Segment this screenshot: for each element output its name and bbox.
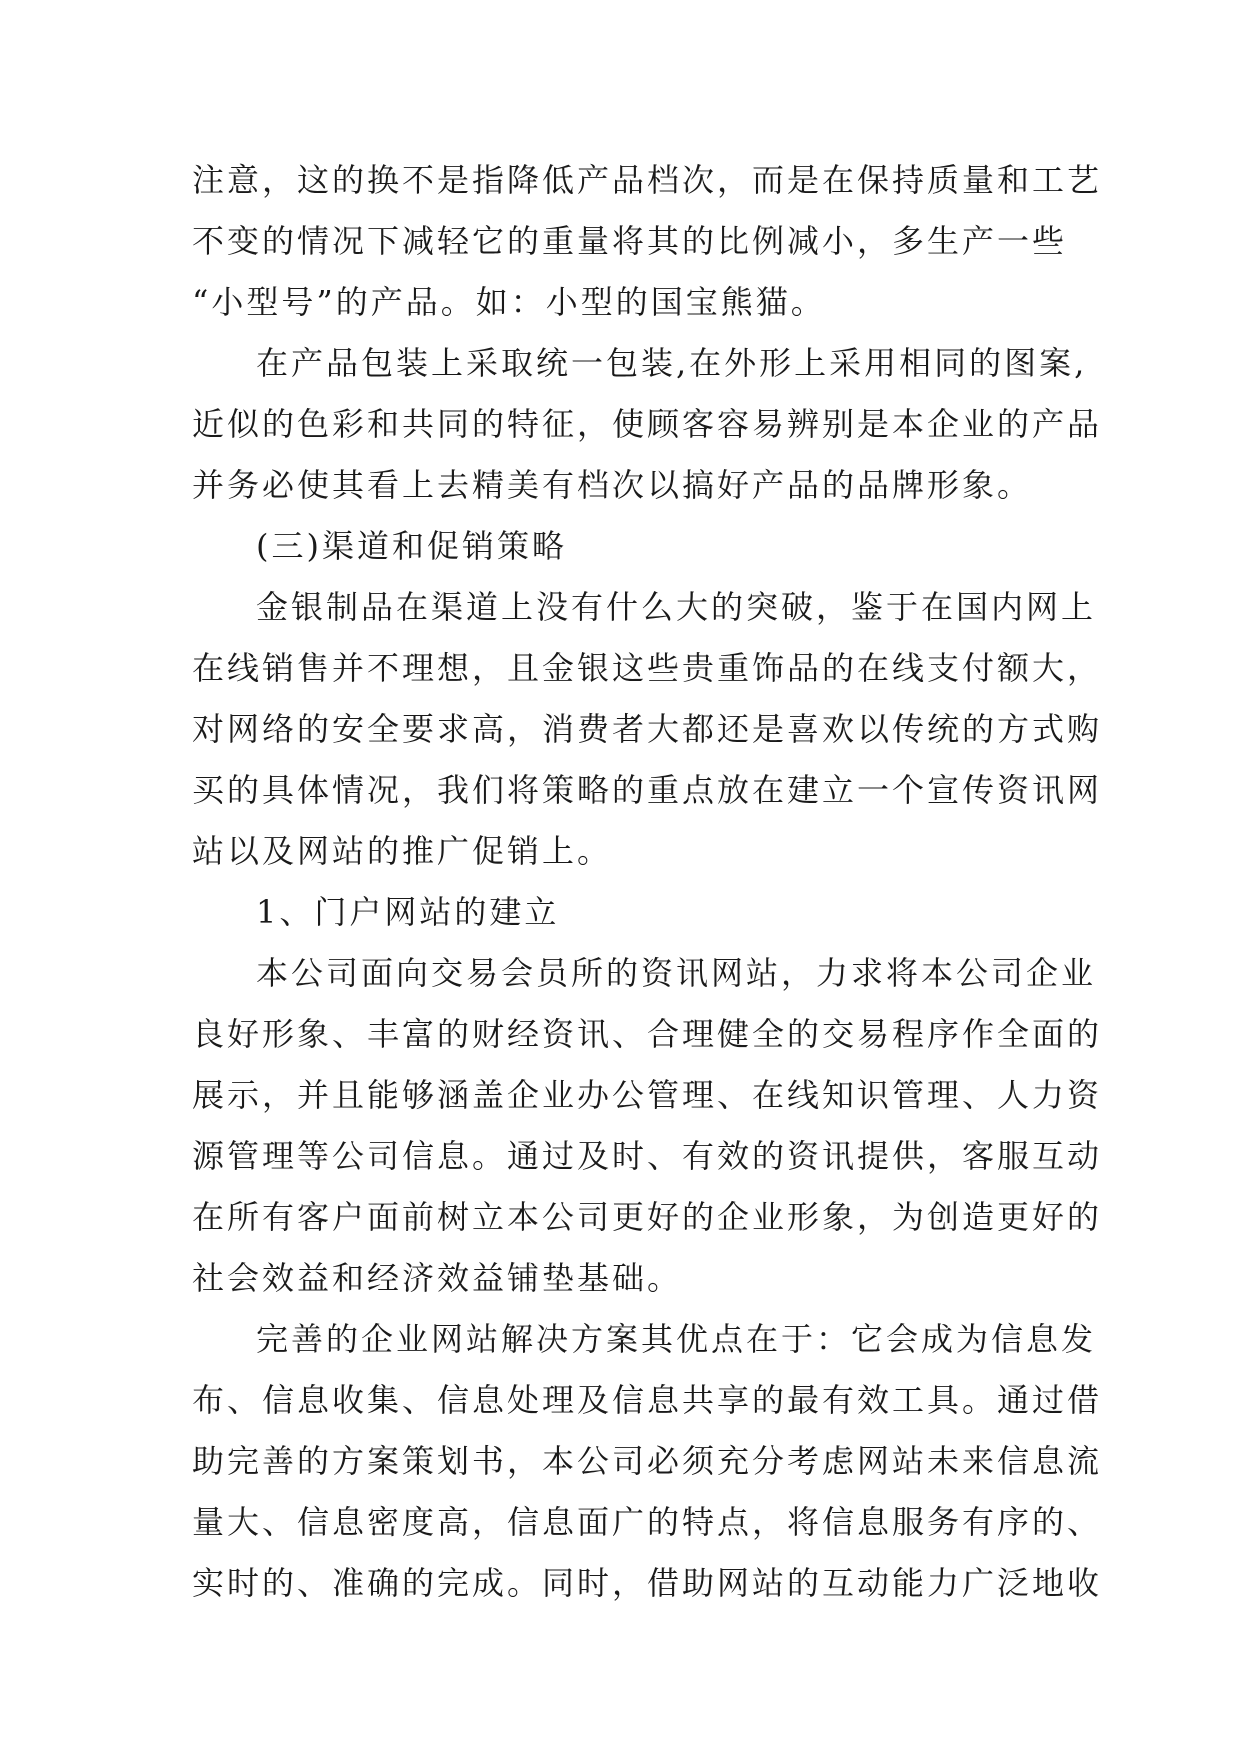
document-body <box>192 150 1103 1614</box>
text-line: 在线销售并不理想，且金银这些贵重饰品的在线支付额大， <box>192 649 1103 687</box>
text-line: 源管理等公司信息。通过及时、有效的资讯提供，客服互动 <box>192 1137 1103 1175</box>
text-line: 在所有客户面前树立本公司更好的企业形象，为创造更好的 <box>192 1198 1103 1236</box>
text-line: 助完善的方案策划书，本公司必须充分考虑网站未来信息流 <box>192 1442 1103 1480</box>
paragraph-first-line: 1、门户网站的建立 <box>256 893 560 931</box>
paragraph-first-line: (三)渠道和促销策略 <box>256 527 567 565</box>
text-line: 对网络的安全要求高，消费者大都还是喜欢以传统的方式购 <box>192 710 1103 748</box>
paragraph-first-line: 在产品包装上采取统一包装,在外形上采用相同的图案, <box>256 344 1088 382</box>
paragraph-first-line: 金银制品在渠道上没有什么大的突破，鉴于在国内网上 <box>256 588 1097 626</box>
text-line: 量大、信息密度高，信息面广的特点，将信息服务有序的、 <box>192 1503 1103 1541</box>
text-line: 展示，并且能够涵盖企业办公管理、在线知识管理、人力资 <box>192 1076 1103 1114</box>
text-line: 近似的色彩和共同的特征，使顾客容易辨别是本企业的产品 <box>192 405 1103 443</box>
text-line: 站以及网站的推广促销上。 <box>192 832 613 870</box>
paragraph-first-line: 完善的企业网站解决方案其优点在于：它会成为信息发 <box>256 1320 1097 1358</box>
text-line: 良好形象、丰富的财经资讯、合理健全的交易程序作全面的 <box>192 1015 1103 1053</box>
text-line: 社会效益和经济效益铺垫基础。 <box>192 1259 683 1297</box>
paragraph-first-line: 本公司面向交易会员所的资讯网站，力求将本公司企业 <box>256 954 1097 992</box>
text-line: “小型号”的产品。如：小型的国宝熊猫。 <box>192 283 826 321</box>
text-line: 并务必使其看上去精美有档次以搞好产品的品牌形象。 <box>192 466 1033 504</box>
text-line: 不变的情况下减轻它的重量将其的比例减小，多生产一些 <box>192 222 1068 260</box>
text-line: 注意，这的换不是指降低产品档次，而是在保持质量和工艺 <box>192 161 1103 199</box>
text-line: 实时的、准确的完成。同时，借助网站的互动能力广泛地收 <box>192 1564 1103 1602</box>
text-line: 布、信息收集、信息处理及信息共享的最有效工具。通过借 <box>192 1381 1103 1419</box>
text-line: 买的具体情况，我们将策略的重点放在建立一个宣传资讯网 <box>192 771 1103 809</box>
